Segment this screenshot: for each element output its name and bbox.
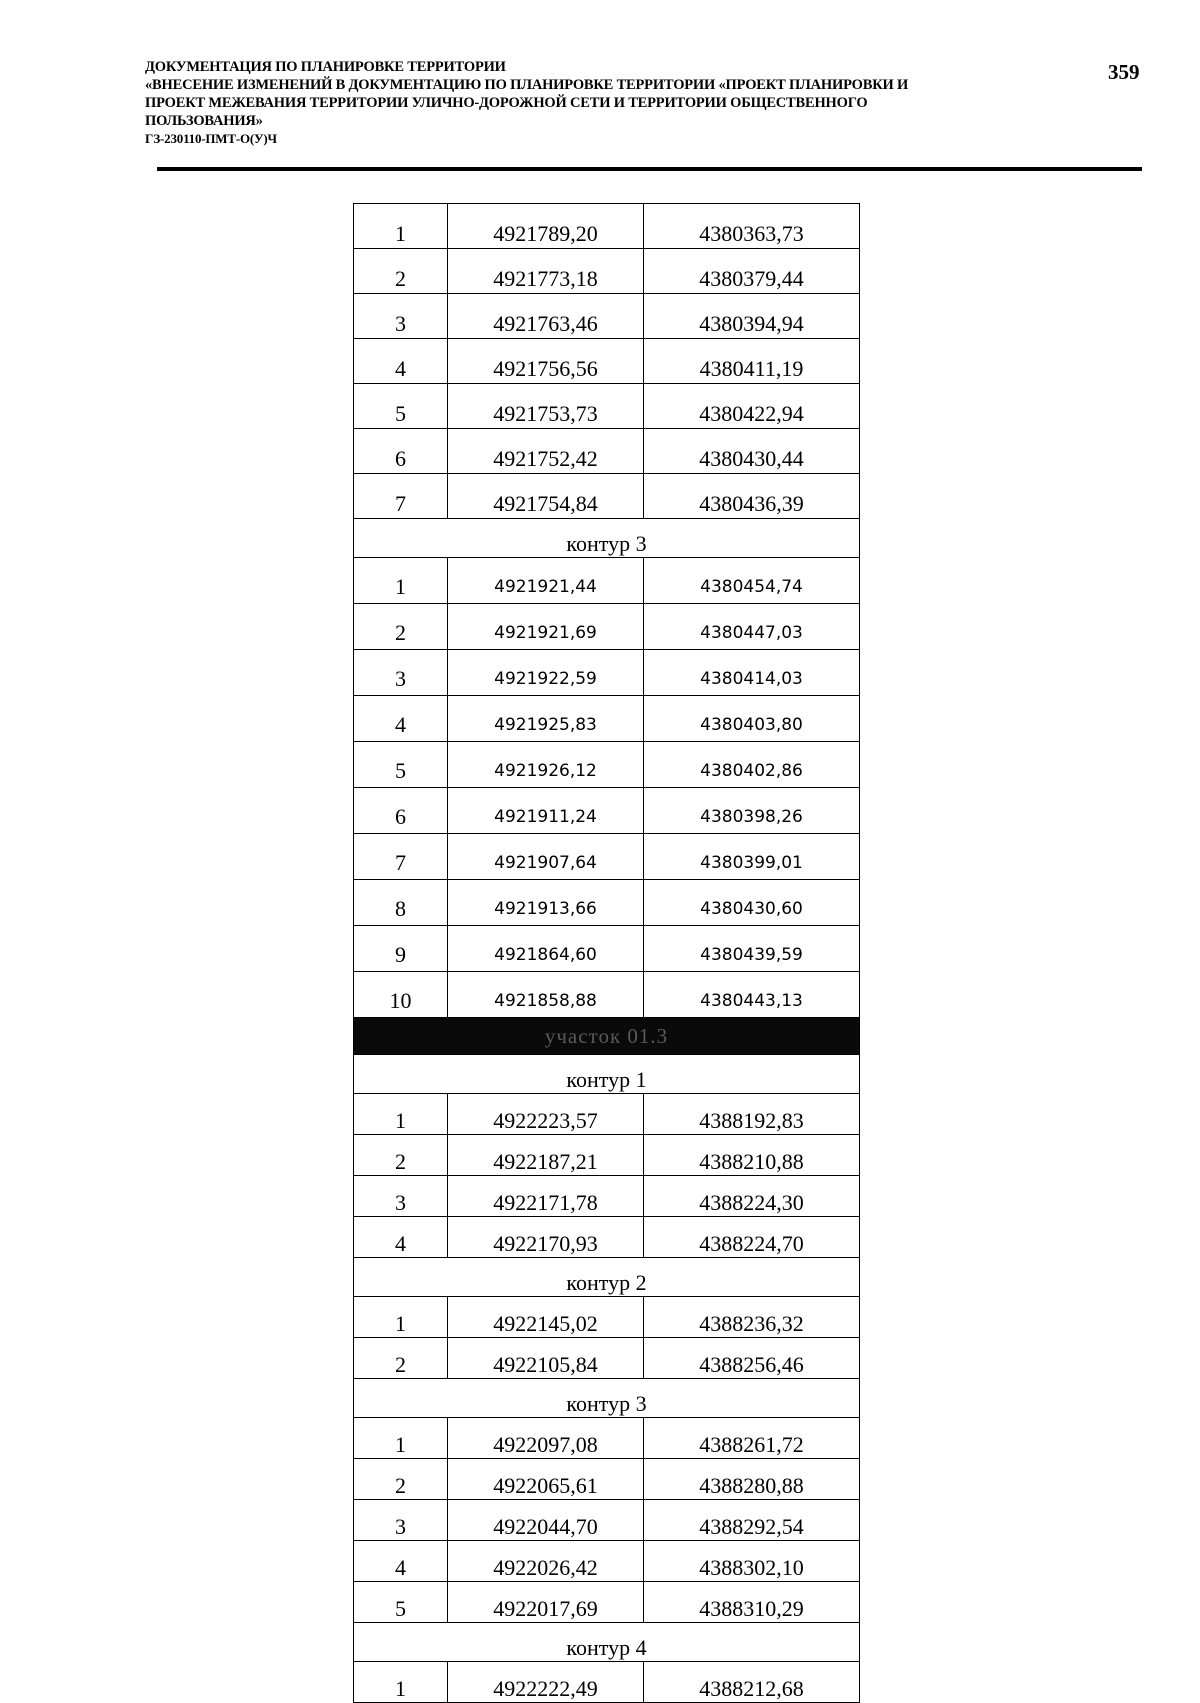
coordinate-x: 4922145,02 [448,1297,644,1338]
table-row [354,604,860,650]
table-row [354,926,860,972]
point-number: 4 [354,339,448,384]
point-number: 9 [354,926,448,972]
contour-label: контур 3 [354,519,860,558]
contour-header-row [354,1379,860,1418]
point-number: 1 [354,1662,448,1703]
coordinate-y: 4380422,94 [644,384,860,429]
table-row [354,1217,860,1258]
table-row [354,474,860,519]
coordinate-y: 4388212,68 [644,1662,860,1703]
coordinate-y: 4388310,29 [644,1582,860,1623]
coordinate-x: 4921754,84 [448,474,644,519]
coordinate-x: 4922026,42 [448,1541,644,1582]
coordinate-x: 4921756,56 [448,339,644,384]
coordinate-y: 4388302,10 [644,1541,860,1582]
header-project-line-1: «ВНЕСЕНИЕ ИЗМЕНЕНИЙ В ДОКУМЕНТАЦИЮ ПО ПЛАНИРОВКЕ ТЕРРИТОРИИ «ПРОЕКТ ПЛАНИРОВКИ И [145,77,909,93]
table-row [354,1459,860,1500]
coordinate-x: 4921921,44 [448,558,644,604]
point-number: 5 [354,1582,448,1623]
table-row [354,1662,860,1703]
table-row [354,1338,860,1379]
coordinate-y: 4380411,19 [644,339,860,384]
table-row [354,1582,860,1623]
coordinate-x: 4921763,46 [448,294,644,339]
coordinate-x: 4921921,69 [448,604,644,650]
header-project-line-2: ПРОЕКТ МЕЖЕВАНИЯ ТЕРРИТОРИИ УЛИЧНО-ДОРОЖНОЙ СЕТИ И ТЕРРИТОРИИ ОБЩЕСТВЕННОГО [145,95,868,111]
coordinate-x: 4921911,24 [448,788,644,834]
table-row [354,429,860,474]
coordinate-x: 4921864,60 [448,926,644,972]
point-number: 5 [354,742,448,788]
contour-label: контур 3 [354,1379,860,1418]
coordinate-x: 4921925,83 [448,696,644,742]
table-row [354,384,860,429]
coordinate-y: 4388256,46 [644,1338,860,1379]
table-row [354,742,860,788]
point-number: 2 [354,1459,448,1500]
coordinate-y: 4380443,13 [644,972,860,1018]
coordinate-y: 4380430,60 [644,880,860,926]
coordinate-y: 4388210,88 [644,1135,860,1176]
coordinate-y: 4380414,03 [644,650,860,696]
coordinate-y: 4388192,83 [644,1094,860,1135]
coordinate-x: 4922187,21 [448,1135,644,1176]
document-header [145,58,1105,148]
coordinate-y: 4380379,44 [644,249,860,294]
coordinate-y: 4388292,54 [644,1500,860,1541]
coordinate-x: 4922065,61 [448,1459,644,1500]
point-number: 6 [354,429,448,474]
point-number: 4 [354,1217,448,1258]
coordinate-y: 4380447,03 [644,604,860,650]
table-row [354,1135,860,1176]
coordinate-y: 4380403,80 [644,696,860,742]
table-row [354,558,860,604]
point-number: 1 [354,1297,448,1338]
point-number: 3 [354,1500,448,1541]
table-row [354,294,860,339]
coordinates-table [353,203,859,1703]
point-number: 3 [354,650,448,696]
coordinate-x: 4921773,18 [448,249,644,294]
coordinate-x: 4922170,93 [448,1217,644,1258]
header-title: ДОКУМЕНТАЦИЯ ПО ПЛАНИРОВКЕ ТЕРРИТОРИИ [145,59,506,75]
coordinate-y: 4380430,44 [644,429,860,474]
table-row [354,788,860,834]
coordinate-y: 4380454,74 [644,558,860,604]
coordinate-x: 4921752,42 [448,429,644,474]
point-number: 2 [354,249,448,294]
contour-label: контур 1 [354,1055,860,1094]
contour-header-row [354,519,860,558]
header-project-line-3: ПОЛЬЗОВАНИЯ» [145,113,263,129]
table-row [354,204,860,249]
point-number: 1 [354,1418,448,1459]
point-number: 2 [354,604,448,650]
coordinate-x: 4922171,78 [448,1176,644,1217]
coordinate-x: 4922044,70 [448,1500,644,1541]
coordinates-table-body [354,204,860,1703]
coordinate-y: 4388224,30 [644,1176,860,1217]
point-number: 3 [354,1176,448,1217]
section-label: участок 01.3 [354,1018,860,1055]
coordinate-x: 4921926,12 [448,742,644,788]
coordinate-y: 4380436,39 [644,474,860,519]
coordinate-x: 4921913,66 [448,880,644,926]
coordinate-y: 4388224,70 [644,1217,860,1258]
header-document-code: ГЗ-230110-ПМТ-О(У)Ч [145,131,277,146]
coordinate-x: 4922223,57 [448,1094,644,1135]
contour-header-row [354,1623,860,1662]
coordinate-y: 4380394,94 [644,294,860,339]
point-number: 7 [354,834,448,880]
coordinate-x: 4922097,08 [448,1418,644,1459]
contour-label: контур 4 [354,1623,860,1662]
table-row [354,1500,860,1541]
section-header-row [354,1018,860,1055]
table-row [354,880,860,926]
table-row [354,834,860,880]
contour-header-row [354,1258,860,1297]
coordinate-x: 4921753,73 [448,384,644,429]
header-divider [157,167,1142,171]
point-number: 1 [354,204,448,249]
point-number: 7 [354,474,448,519]
coordinate-x: 4921922,59 [448,650,644,696]
point-number: 3 [354,294,448,339]
point-number: 6 [354,788,448,834]
point-number: 1 [354,558,448,604]
coordinate-y: 4388261,72 [644,1418,860,1459]
table-row [354,972,860,1018]
table-row [354,1297,860,1338]
coordinate-y: 4380439,59 [644,926,860,972]
table-row [354,1176,860,1217]
contour-label: контур 2 [354,1258,860,1297]
coordinate-x: 4922017,69 [448,1582,644,1623]
table-row [354,650,860,696]
point-number: 4 [354,696,448,742]
coordinate-x: 4921907,64 [448,834,644,880]
table-row [354,696,860,742]
point-number: 1 [354,1094,448,1135]
coordinate-x: 4921789,20 [448,204,644,249]
point-number: 10 [354,972,448,1018]
coordinate-x: 4922222,49 [448,1662,644,1703]
coordinate-y: 4380399,01 [644,834,860,880]
coordinate-x: 4921858,88 [448,972,644,1018]
coordinate-y: 4380363,73 [644,204,860,249]
table-row [354,249,860,294]
point-number: 4 [354,1541,448,1582]
point-number: 5 [354,384,448,429]
point-number: 2 [354,1338,448,1379]
page-number: 359 [1108,60,1140,84]
coordinate-x: 4922105,84 [448,1338,644,1379]
table-row [354,1541,860,1582]
coordinate-y: 4388236,32 [644,1297,860,1338]
coordinate-y: 4380398,26 [644,788,860,834]
point-number: 8 [354,880,448,926]
table-row [354,1094,860,1135]
contour-header-row [354,1055,860,1094]
coordinate-y: 4388280,88 [644,1459,860,1500]
coordinate-y: 4380402,86 [644,742,860,788]
table-row [354,339,860,384]
table-row [354,1418,860,1459]
point-number: 2 [354,1135,448,1176]
